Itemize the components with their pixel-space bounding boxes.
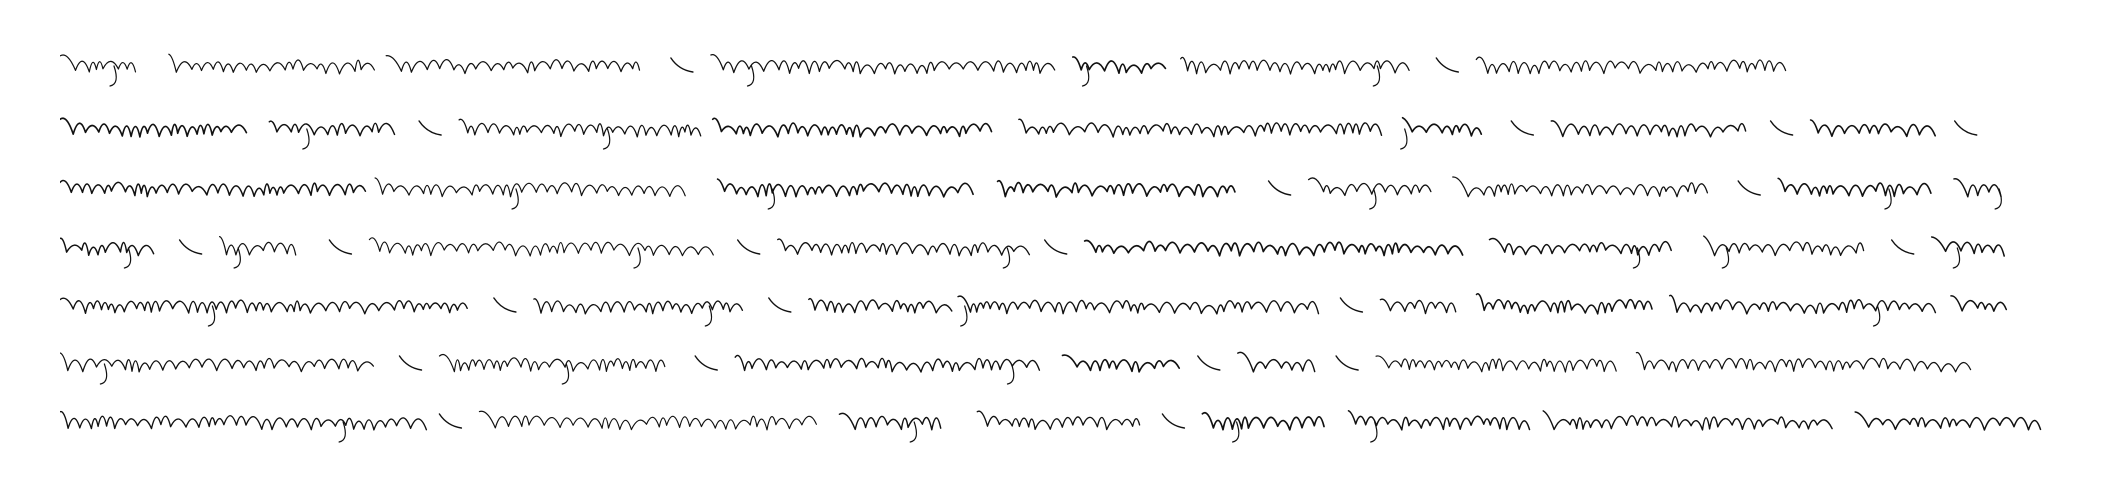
- script-word-stroke: [713, 118, 992, 137]
- script-word-stroke: [60, 412, 426, 430]
- manuscript-line-3: [60, 163, 2060, 213]
- script-shad-mark: [439, 414, 461, 428]
- script-word-stroke: [386, 56, 639, 74]
- manuscript-line-6: [60, 338, 2060, 388]
- script-word-stroke: [1063, 355, 1180, 372]
- script-word-stroke: [839, 413, 940, 429]
- script-word-stroke: [1453, 177, 1708, 197]
- script-flourish-stroke: [100, 364, 106, 384]
- script-word-stroke: [977, 411, 1139, 429]
- script-word-stroke: [369, 238, 713, 256]
- manuscript-line-7: [60, 396, 2060, 446]
- script-word-stroke: [1073, 57, 1166, 73]
- script-word-stroke: [1543, 411, 1832, 430]
- script-flourish-stroke: [512, 189, 518, 209]
- script-word-stroke: [1403, 118, 1482, 136]
- script-word-stroke: [60, 298, 467, 314]
- script-word-stroke: [1181, 57, 1409, 74]
- script-word-stroke: [60, 55, 136, 72]
- script-line-strokes: [60, 396, 2050, 446]
- script-line-strokes: [60, 338, 2020, 388]
- script-shad-mark: [1045, 240, 1067, 254]
- script-shad-mark: [1955, 121, 1977, 135]
- script-word-stroke: [1636, 352, 1970, 371]
- script-shad-mark: [329, 240, 351, 254]
- script-shad-mark: [1892, 240, 1914, 254]
- script-flourish-stroke: [303, 129, 309, 149]
- script-shad-mark: [738, 240, 760, 254]
- script-word-stroke: [1551, 121, 1745, 137]
- script-line-strokes: [60, 222, 2020, 272]
- script-flourish-stroke: [339, 422, 345, 442]
- script-word-stroke: [440, 354, 665, 371]
- script-word-stroke: [1954, 179, 2001, 197]
- script-shad-mark: [419, 121, 441, 135]
- script-flourish-stroke: [1401, 129, 1407, 149]
- script-flourish-stroke: [1008, 364, 1014, 384]
- script-word-stroke: [778, 239, 1030, 256]
- script-word-stroke: [459, 119, 701, 137]
- script-word-stroke: [1380, 299, 1455, 313]
- script-flourish-stroke: [910, 422, 916, 442]
- script-flourish-stroke: [768, 189, 774, 209]
- script-word-stroke: [1932, 237, 2005, 256]
- script-shad-mark: [671, 58, 693, 72]
- script-word-stroke: [1085, 241, 1463, 256]
- script-word-stroke: [1855, 412, 2040, 430]
- script-shad-mark: [695, 356, 717, 370]
- script-word-stroke: [60, 238, 154, 255]
- script-word-stroke: [60, 180, 365, 196]
- script-word-stroke: [1811, 120, 1936, 136]
- script-line-strokes: [60, 103, 2020, 153]
- script-shad-mark: [1436, 58, 1458, 72]
- script-word-stroke: [1202, 413, 1324, 430]
- manuscript-line-1: [60, 40, 2060, 90]
- script-line-strokes: [60, 40, 1800, 90]
- script-word-stroke: [998, 181, 1235, 197]
- script-word-stroke: [1951, 296, 2006, 311]
- script-word-stroke: [1490, 239, 1672, 256]
- script-word-stroke: [1019, 119, 1382, 137]
- script-shad-mark: [1269, 181, 1291, 195]
- script-flourish-stroke: [634, 248, 640, 268]
- script-word-stroke: [375, 178, 685, 197]
- script-word-stroke: [1778, 178, 1931, 196]
- script-flourish-stroke: [1995, 189, 2001, 209]
- script-shad-mark: [769, 298, 791, 312]
- script-word-stroke: [1238, 352, 1315, 372]
- manuscript-line-5: [60, 280, 2060, 330]
- script-word-stroke: [958, 296, 1319, 314]
- script-shad-mark: [1511, 121, 1533, 135]
- script-word-stroke: [711, 55, 1055, 74]
- script-word-stroke: [1477, 294, 1653, 314]
- script-shad-mark: [1162, 414, 1184, 428]
- script-flourish-stroke: [1722, 248, 1728, 268]
- script-flourish-stroke: [961, 306, 967, 326]
- script-shad-mark: [494, 298, 516, 312]
- script-shad-mark: [400, 356, 422, 370]
- script-word-stroke: [735, 355, 1039, 372]
- script-word-stroke: [809, 299, 952, 313]
- script-flourish-stroke: [110, 66, 116, 86]
- script-shad-mark: [1771, 121, 1793, 135]
- script-shad-mark: [1198, 356, 1220, 370]
- script-word-stroke: [60, 118, 246, 137]
- script-shad-mark: [1336, 356, 1358, 370]
- script-word-stroke: [718, 179, 974, 197]
- script-flourish-stroke: [1083, 66, 1089, 86]
- script-shad-mark: [1340, 298, 1362, 312]
- script-word-stroke: [1309, 178, 1431, 195]
- script-word-stroke: [269, 121, 394, 136]
- script-word-stroke: [1670, 295, 1936, 313]
- script-flourish-stroke: [1371, 422, 1377, 442]
- script-word-stroke: [1376, 356, 1616, 372]
- script-word-stroke: [479, 411, 816, 430]
- script-flourish-stroke: [208, 306, 214, 326]
- script-word-stroke: [1476, 57, 1785, 73]
- script-flourish-stroke: [1953, 248, 1959, 268]
- manuscript-line-4: [60, 222, 2060, 272]
- script-word-stroke: [60, 353, 373, 372]
- script-word-stroke: [220, 237, 296, 255]
- script-shad-mark: [1738, 181, 1760, 195]
- script-shad-mark: [180, 240, 202, 254]
- script-flourish-stroke: [705, 306, 711, 326]
- script-line-strokes: [60, 163, 2020, 213]
- script-line-strokes: [60, 280, 2020, 330]
- script-word-stroke: [169, 54, 375, 74]
- manuscript-line-2: [60, 103, 2060, 153]
